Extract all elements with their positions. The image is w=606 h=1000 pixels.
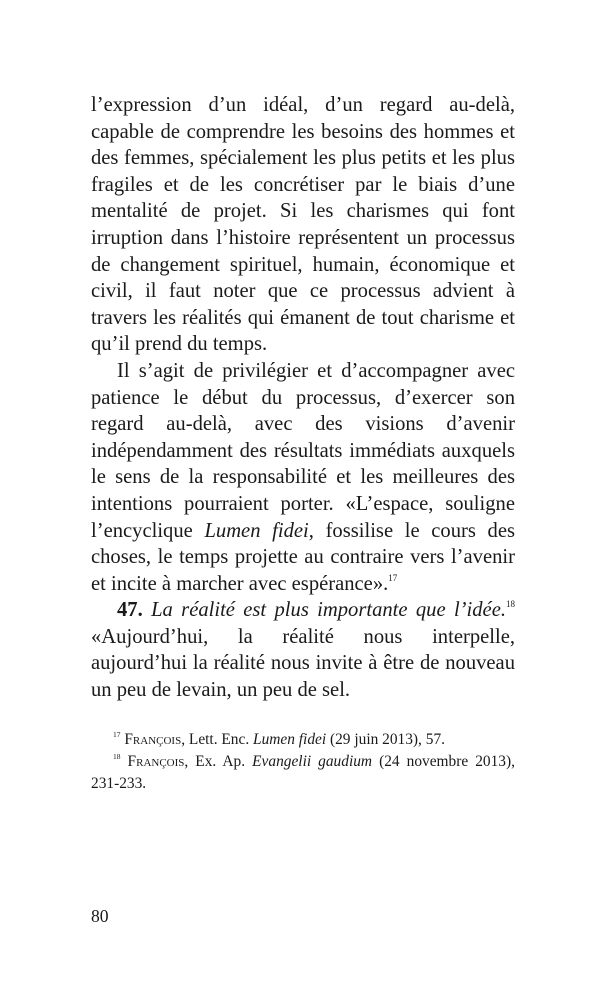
footnotes <box>91 729 515 795</box>
footnote-17 <box>91 729 515 751</box>
section-number: 47. <box>117 599 143 622</box>
footnote-17-author: François <box>124 730 182 748</box>
footnote-ref-17: 17 <box>388 572 398 583</box>
footnote-17-title: Lumen fidei <box>253 730 327 748</box>
footnote-17-post: (29 juin 2013), 57. <box>326 730 445 748</box>
footnote-17-number: 17 <box>113 729 121 739</box>
footnote-17-pre: , Lett. Enc. <box>181 730 254 748</box>
footnote-18-title: Evangelii gaudium <box>252 752 373 770</box>
footnote-18-author: François <box>127 752 185 770</box>
paragraph-2-italic: Lumen fidei <box>204 519 309 542</box>
footnote-18-number: 18 <box>113 751 121 761</box>
paragraph-2-text: Il s’agit de privilégier et d’accompagner avec patience le début du processus, d’exercer son regard au-delà, avec des visions d’avenir indépendamment des résultats immédiats auxquels le sens de la responsabilité et les meilleures des intentions pourraient porter. «L’espace, souligne l’encyclique <box>91 359 515 542</box>
page-number: 80 <box>91 906 109 926</box>
paragraph-2-text-end: , fossilise le cours des choses, le temps projette au contraire vers l’avenir et incite à marcher avec espérance». <box>91 519 515 595</box>
section-47 <box>91 597 515 703</box>
section-text: «Aujourd’hui, la réalité nous interpelle, aujourd’hui la réalité nous invite à être de nouveau un peu de levain, un peu de sel. <box>91 625 515 702</box>
footnote-18-pre: , Ex. Ap. <box>184 752 253 770</box>
section-title: La réalité est plus importante que l’idée. <box>151 599 506 622</box>
paragraph-2 <box>91 358 515 597</box>
footnote-ref-18: 18 <box>506 599 515 610</box>
footnote-18-post: (24 novembre 2013), 231-233. <box>91 752 515 792</box>
paragraph-1-text: l’expression d’un idéal, d’un regard au-delà, capable de comprendre les besoins des hommes et des femmes, spécialement les plus petits et les plus fragiles et de les concrétiser par le biais d’une mentalité de projet. Si les charismes qui font irruption dans l’histoire représentent un processus de changement spirituel, humain, économique et civil, il faut noter que ce processus advient à travers les réalités qui émanent de tout charisme et qu’il prend du temps. <box>91 94 515 356</box>
page-content <box>91 92 515 795</box>
footnote-18 <box>91 751 515 795</box>
paragraph-1 <box>91 92 515 358</box>
